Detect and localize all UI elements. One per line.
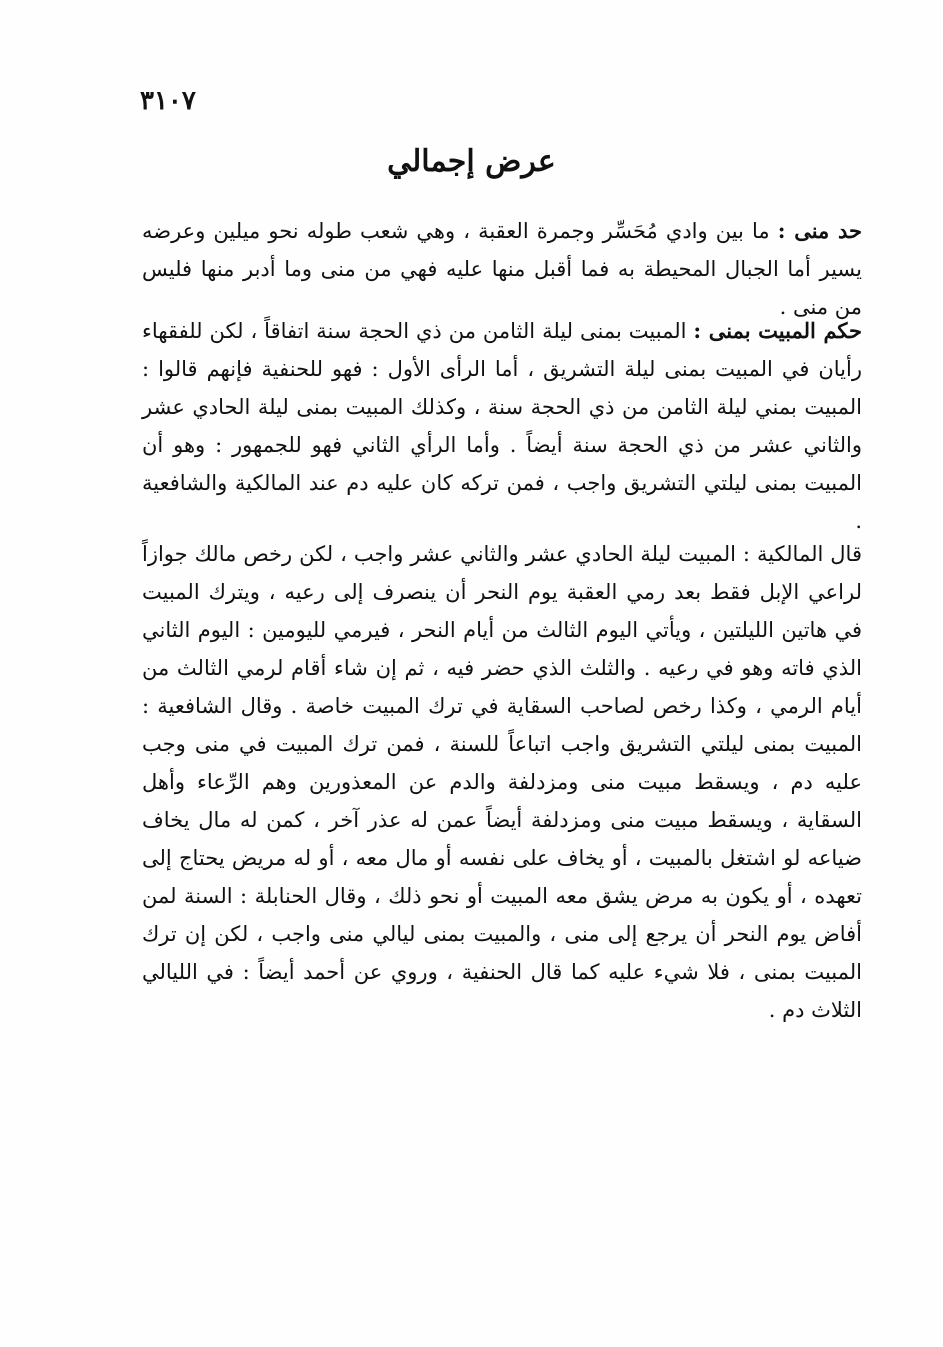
paragraph-body: قال المالكية : المبيت ليلة الحادي عشر والثاني عشر واجب ، لكن رخص مالك جوازاً لراعي الإبل فقط بعد رمي العقبة يوم النحر أن ينصرف إلى رعيه ، ويترك المبيت في هاتين الليلتين ، ويأتي اليوم الثالث من أيام النحر ، فيرمي لليومين : اليوم الثاني الذي فاته وهو في رعيه . والثلث الذي حضر فيه ، ثم إن شاء أقام لرمي الثالث من أيام الرمي ، وكذا رخص لصاحب السقاية في ترك المبيت خاصة . وقال الشافعية : المبيت بمنى ليلتي التشريق واجب اتباعاً للسنة ، فمن ترك المبيت في منى وجب عليه دم ، ويسقط مبيت منى ومزدلفة والدم عن المعذورين وهم الرِّعاء وأهل السقاية ، ويسقط مبيت منى ومزدلفة أيضاً عمن له عذر آخر ، كمن له مال يخاف ضياعه لو اشتغل بالمبيت ، أو يخاف على نفسه أو مال معه ، أو له مريض يحتاج إلى تعهده ، أو يكون به مرض يشق معه المبيت أو نحو ذلك ، وقال الحنابلة : السنة لمن أفاض يوم النحر أن يرجع إلى منى ، والمبيت بمنى ليالي منى واجب ، لكن إن ترك المبيت بمنى ، فلا شيء عليه كما قال الحنفية ، وروي عن أحمد أيضاً : في الليالي الثلاث دم . [142, 542, 862, 1022]
section-title: عرض إجمالي [387, 144, 556, 179]
paragraph-text [142, 212, 862, 326]
paragraph-lead: حد منى : [777, 218, 863, 243]
paragraph-mina-boundaries [142, 212, 862, 326]
paragraph-body: المبيت بمنى ليلة الثامن من ذي الحجة سنة اتفاقاً ، لكن للفقهاء رأيان في المبيت بمنى ليلة التشريق ، أما الرأى الأول : فهو للحنفية فإنهم قالوا : المبيت بمني ليلة الثامن من ذي الحجة سنة ، وكذلك المبيت بمنى ليلة الحادي عشر والثاني عشر من ذي الحجة سنة أيضاً . وأما الرأي الثاني فهو للجمهور : وهو أن المبيت بمنى ليلتي التشريق واجب ، فمن تركه كان عليه دم عند المالكية والشافعية . [142, 319, 862, 533]
page-number: ٣١٠٧ [140, 86, 196, 116]
paragraph-lead: حكم المبيت بمنى : [693, 318, 863, 343]
paragraph-text [142, 535, 862, 1029]
paragraph-body: ما بين وادي مُحَسِّر وجمرة العقبة ، وهي شعب طوله نحو ميلين وعرضه يسير أما الجبال المحيطة به فما أقبل منها عليه فهي من منى وما أدبر منها فليس من منى . [142, 219, 862, 319]
paragraph-madhab-opinions [142, 535, 862, 1029]
paragraph-mabit-ruling [142, 312, 862, 540]
paragraph-text [142, 312, 862, 540]
